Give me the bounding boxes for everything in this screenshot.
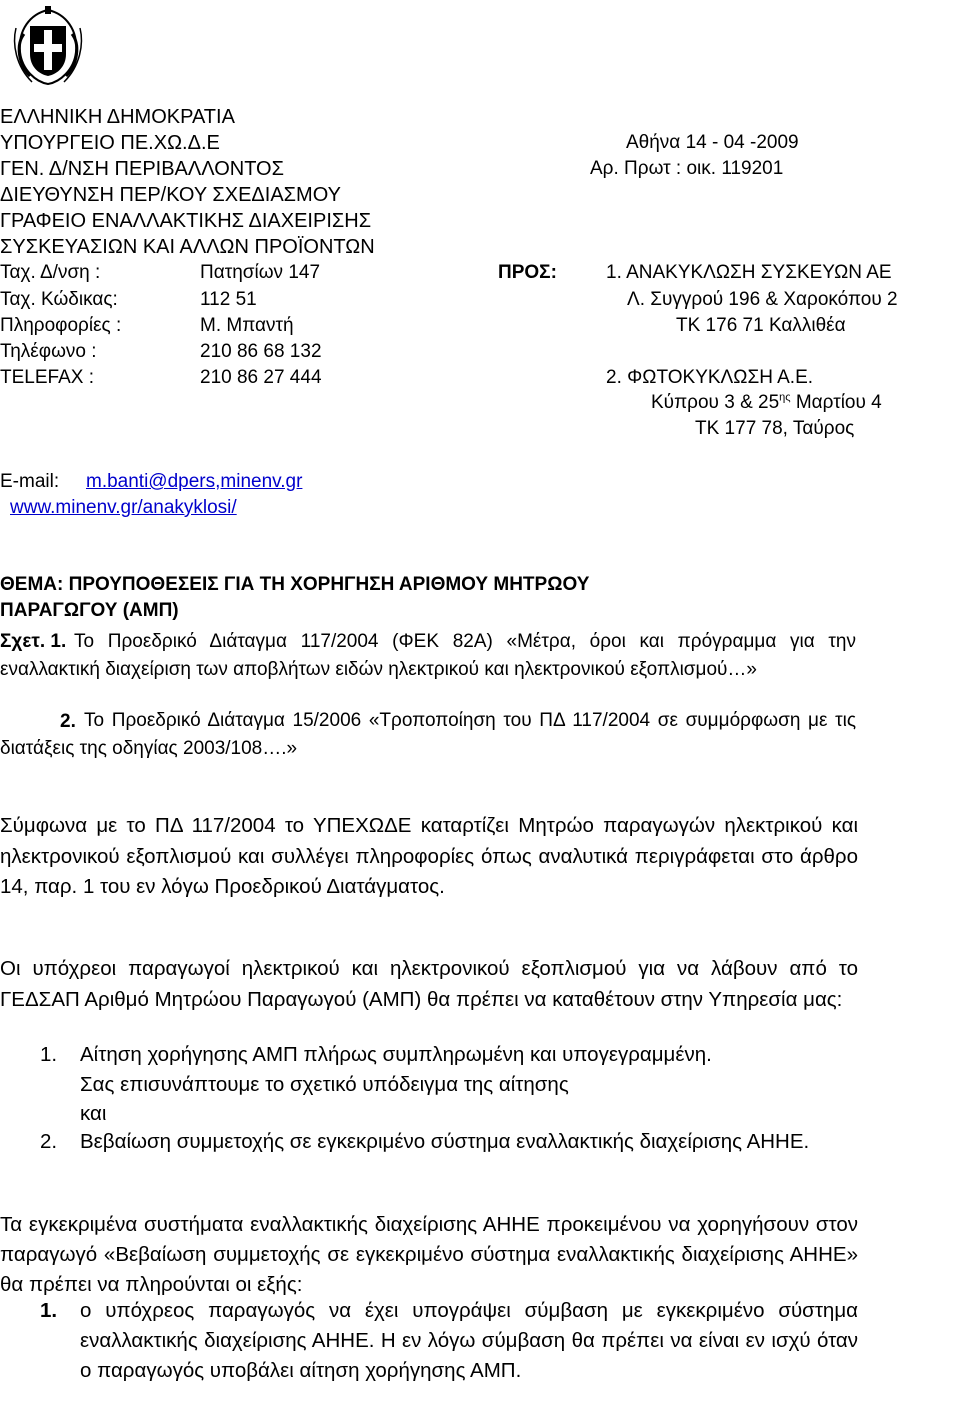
body-paragraph-2: Οι υπόχρεοι παραγωγοί ηλεκτρικού και ηλεκτρονικού εξοπλισμού για να λάβουν από το ΓΕΔΣΑΠ Αριθμό Μητρώου Παραγωγού (ΑΜΠ) θα πρέπει να καταθέτουν στην Υπηρεσία μας: [0, 957, 858, 1011]
info-value: Μ. Μπαντή [200, 315, 294, 336]
recipient1-address-line2: ΤΚ 176 71 Καλλιθέα [676, 315, 846, 336]
recipient2-name: 2. ΦΩΤΟΚΥΚΛΩΣΗ Α.Ε. [606, 367, 814, 388]
list-item-1-number: 1. [40, 1043, 58, 1066]
list-item-2-number: 2. [40, 1130, 58, 1153]
phone-label: Τηλέφωνο : [0, 341, 97, 362]
list-item-2: Βεβαίωση συμμετοχής σε εγκεκριμένο σύστημα εναλλακτικής διαχείρισης ΑΗΗΕ. [80, 1130, 810, 1153]
reference-1: Το Προεδρικό Διάταγμα 117/2004 (ΦΕΚ 82Α) «Μέτρα, όροι και πρόγραμμα για την εναλλακτική διαχείριση των αποβλήτων ειδών ηλεκτρικού και ηλεκτρονικού εξοπλισμού…» [0, 631, 856, 680]
country-name: ΕΛΛΗΝΙΚΗ ΔΗΜΟΚΡΑΤΙΑ [0, 106, 235, 128]
body-paragraph-3: Τα εγκεκριμένα συστήματα εναλλακτικής διαχείρισης ΑΗΗΕ προκειμένου να χορηγήσουν στον παραγωγό «Βεβαίωση συμμετοχής σε εγκεκριμένο σύστημα εναλλακτικής διαχείρισης ΑΗΗΕ» θα πρέπει να πληρούνται οι εξής: [0, 1213, 858, 1296]
address-label: Ταχ. Δ/νση : [0, 262, 101, 283]
recipient2-address-line2: ΤΚ 177 78, Ταύρος [695, 418, 855, 439]
list-item-1-line3: και [80, 1102, 107, 1125]
recipient1-name: 1. ΑΝΑΚΥΚΛΩΣΗ ΣΥΣΚΕΥΩΝ ΑΕ [606, 262, 892, 283]
office-line2: ΣΥΣΚΕΥΑΣΙΩΝ ΚΑΙ ΑΛΛΩΝ ΠΡΟΪΟΝΤΩΝ [0, 236, 375, 258]
recipient2-address-line1: Κύπρου 3 & $25^{\eta\varsigma}$ Μαρτίου 4 [651, 391, 882, 413]
recipient1-address-line1: Λ. Συγγρού 196 & Χαροκόπου 2 [627, 289, 898, 310]
email-label: E-mail: [0, 471, 60, 492]
directorate: ΔΙΕΥΘΥΝΣΗ ΠΕΡ/ΚΟΥ ΣΧΕΔΙΑΣΜΟΥ [0, 184, 341, 206]
reference-label: Σχετ. 1. [0, 631, 67, 652]
directorate-general: ΓΕΝ. Δ/ΝΣΗ ΠΕΡΙΒΑΛΛΟΝΤΟΣ [0, 158, 284, 180]
body-paragraph-1: Σύμφωνα με το ΠΔ 117/2004 το ΥΠΕΧΩΔΕ καταρτίζει Μητρώο παραγωγών ηλεκτρικού και ηλεκτρονικού εξοπλισμού και συλλέγει πληροφορίες όπως αναλυτικά περιγράφεται στο άρθρο 14, παρ. 1 του εν λόγω Προεδρικού Διατάγματος. [0, 814, 858, 898]
info-label: Πληροφορίες : [0, 315, 122, 336]
list-item-1-line1: Αίτηση χορήγησης ΑΜΠ πλήρως συμπληρωμένη και υπογεγραμμένη. [80, 1043, 712, 1066]
postal-code-value: 112 51 [200, 289, 257, 310]
office-line1: ΓΡΑΦΕΙΟ ΕΝΑΛΛΑΚΤΙΚΗΣ ΔΙΑΧΕΙΡΙΣΗΣ [0, 210, 372, 232]
subject-line1: ΘΕΜΑ: ΠΡΟΥΠΟΘΕΣΕΙΣ ΓΙΑ ΤΗ ΧΟΡΗΓΗΣΗ ΑΡΙΘΜΟΥ ΜΗΤΡΩΟΥ [0, 574, 590, 595]
greek-coat-of-arms-icon [8, 4, 88, 88]
email-link[interactable]: m.banti@dpers,minenv.gr [86, 471, 303, 492]
reference-2: Το Προεδρικό Διάταγμα 15/2006 «Τροποποίηση του ΠΔ 117/2004 σε συμμόρφωση με τις διατάξεις της οδηγίας 2003/108….» [0, 710, 856, 759]
letter-date: Αθήνα 14 - 04 -2009 [626, 132, 799, 153]
postal-code-label: Ταχ. Κώδικας: [0, 289, 118, 310]
address-value: Πατησίων 147 [200, 262, 321, 283]
subject-line2: ΠΑΡΑΓΩΓΟΥ (ΑΜΠ) [0, 600, 179, 621]
list-item-3: ο υπόχρεος παραγωγός να έχει υπογράψει σύμβαση με εγκεκριμένο σύστημα εναλλακτικής διαχείρισης ΑΗΗΕ. Η εν λόγω σύμβαση θα πρέπει να είναι εν ισχύ όταν ο παραγωγός υποβάλει αίτηση χορήγησης ΑΜΠ. [80, 1299, 858, 1382]
fax-value: 210 86 27 444 [200, 367, 322, 388]
phone-value: 210 86 68 132 [200, 341, 322, 362]
reference-2-number: 2. [60, 711, 76, 732]
website-link[interactable]: www.minenv.gr/anakyklosi/ [10, 497, 237, 518]
to-label: ΠΡΟΣ: [498, 262, 557, 283]
fax-label: TELEFAX : [0, 367, 94, 388]
list-item-1-line2: Σας επισυνάπτουμε το σχετικό υπόδειγμα της αίτησης [80, 1073, 569, 1096]
ministry-name: ΥΠΟΥΡΓΕΙΟ ΠΕ.ΧΩ.Δ.Ε [0, 132, 220, 154]
list-item-3-number: 1. [40, 1299, 58, 1322]
protocol-number: Αρ. Πρωτ : οικ. 119201 [590, 158, 784, 179]
